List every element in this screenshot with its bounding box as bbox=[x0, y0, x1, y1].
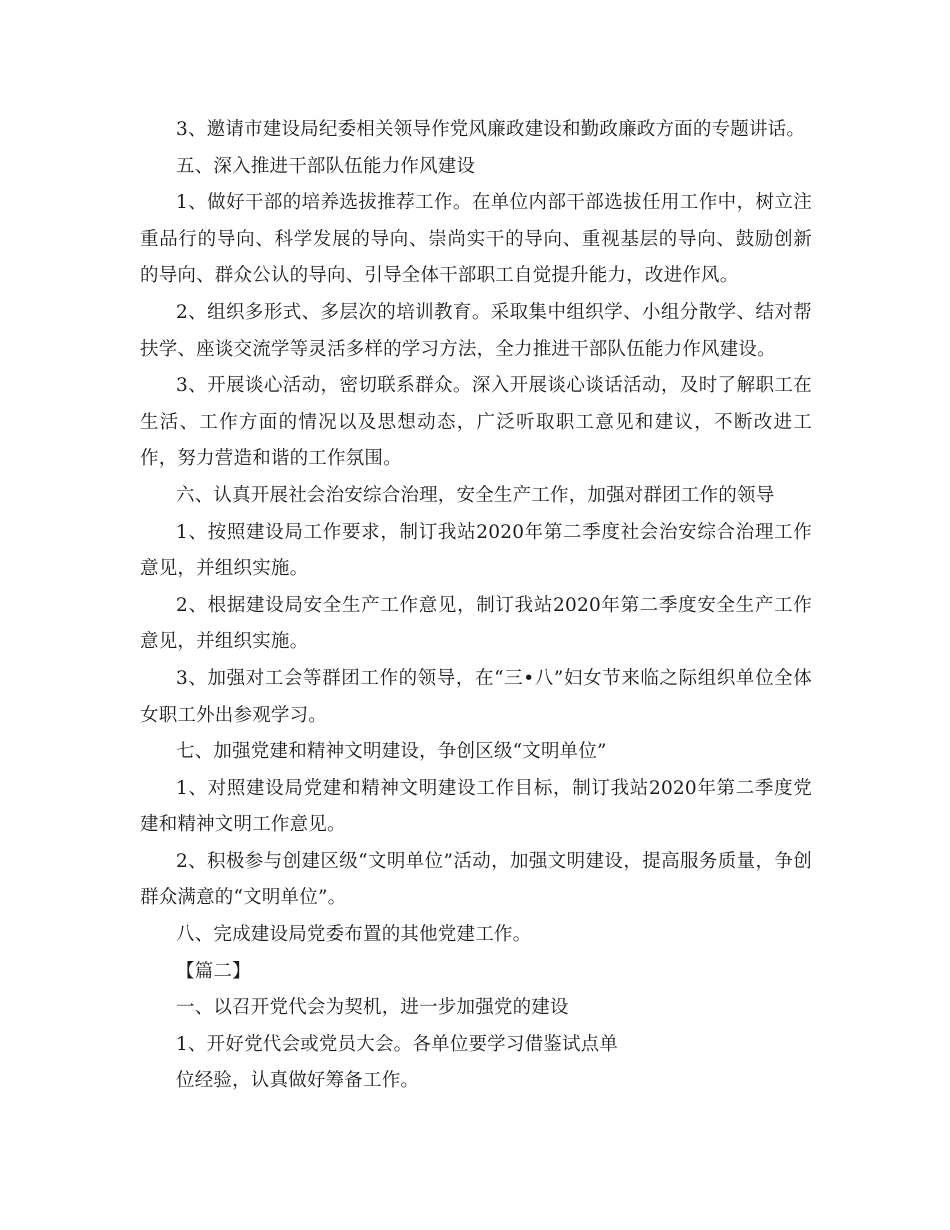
part-marker: 【篇二】 bbox=[176, 960, 251, 982]
paragraph: 1、按照建设局工作要求，制订我站2020年第二季度社会治安综合治理工作意见，并组织实施。 bbox=[140, 521, 812, 580]
section-heading: 八、完成建设局党委布置的其他党建工作。 bbox=[176, 924, 532, 946]
paragraph: 3、开展谈心活动，密切联系群众。深入开展谈心谈话活动，及时了解职工在生活、工作方面的情况以及思想动态，广泛听取职工意见和建议，不断改进工作，努力营造和谐的工作氛围。 bbox=[140, 375, 812, 470]
paragraph: 1、做好干部的培养选拔推荐工作。在单位内部干部选拔任用工作中，树立注重品行的导向、科学发展的导向、崇尚实干的导向、重视基层的导向、鼓励创新的导向、群众公认的导向、引导全体干部职工自觉提升能力，改进作风。 bbox=[140, 192, 812, 287]
section-heading: 五、深入推进干部队伍能力作风建设 bbox=[176, 155, 476, 177]
section-heading: 七、加强党建和精神文明建设，争创区级“文明单位” bbox=[176, 741, 607, 763]
section-heading: 一、以召开党代会为契机，进一步加强党的建设 bbox=[176, 997, 569, 1019]
paragraph: 位经验，认真做好筹备工作。 bbox=[176, 1070, 420, 1092]
paragraph: 1、对照建设局党建和精神文明建设工作目标，制订我站2020年第二季度党建和精神文明工作意见。 bbox=[140, 777, 812, 836]
paragraph: 2、组织多形式、多层次的培训教育。采取集中组织学、小组分散学、结对帮扶学、座谈交流学等灵活多样的学习方法，全力推进干部队伍能力作风建设。 bbox=[140, 301, 812, 360]
paragraph: 2、积极参与创建区级“文明单位”活动，加强文明建设，提高服务质量，争创群众满意的“文明单位”。 bbox=[140, 850, 812, 909]
paragraph: 2、根据建设局安全生产工作意见，制订我站2020年第二季度安全生产工作意见，并组织实施。 bbox=[140, 594, 812, 653]
paragraph: 1、开好党代会或党员大会。各单位要学习借鉴试点单 bbox=[176, 1033, 619, 1055]
paragraph: 3、加强对工会等群团工作的领导，在“三•八”妇女节来临之际组织单位全体女职工外出参观学习。 bbox=[140, 667, 812, 726]
document-body bbox=[140, 112, 812, 1100]
section-heading: 六、认真开展社会治安综合治理，安全生产工作，加强对群团工作的领导 bbox=[176, 484, 775, 506]
paragraph: 3、邀请市建设局纪委相关领导作党风廉政建设和勤政廉政方面的专题讲话。 bbox=[176, 119, 806, 140]
